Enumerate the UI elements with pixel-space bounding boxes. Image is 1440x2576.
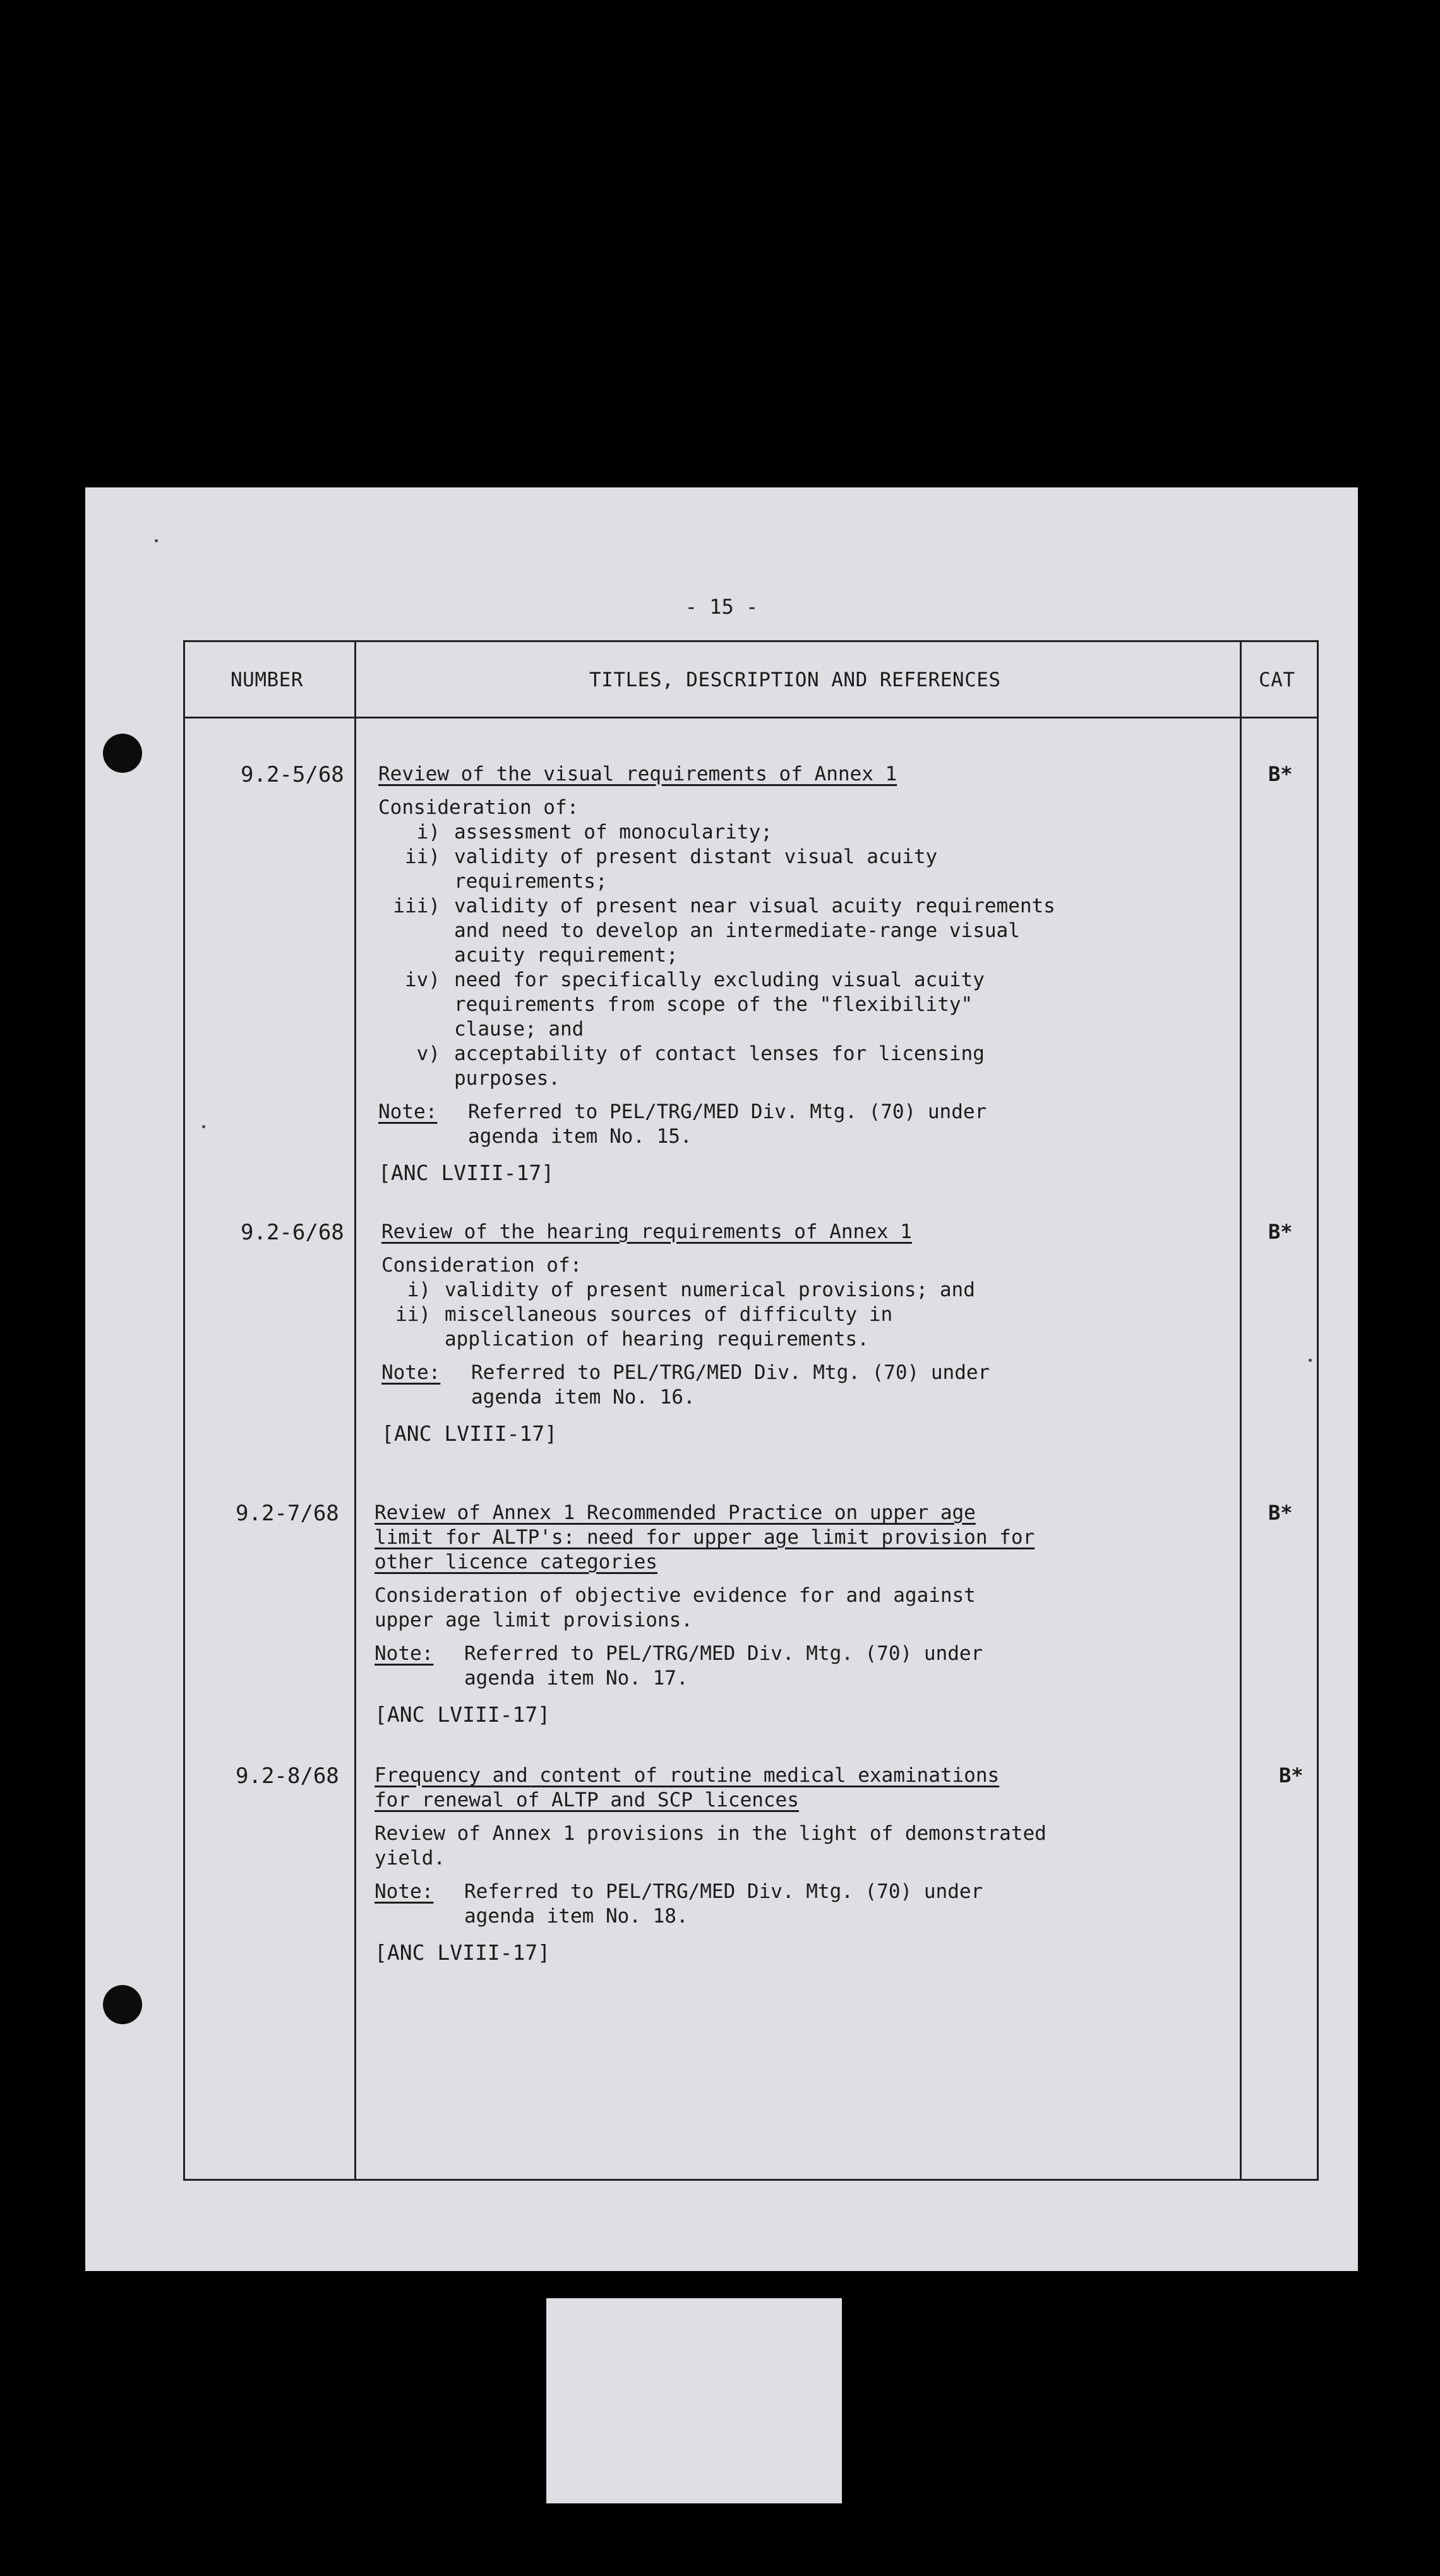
column-divider: [354, 642, 356, 2179]
note-text: Referred to PEL/TRG/MED Div. Mtg. (70) under agenda item No. 16.: [471, 1361, 990, 1409]
entry-number: 9.2-7/68: [236, 1501, 339, 1526]
entry-intro: Consideration of:: [381, 1254, 582, 1277]
item-marker: iii): [393, 895, 440, 917]
header-cat: CAT: [1259, 669, 1295, 691]
entry-description: Review of Annex 1 provisions in the light of demonstrated yield.: [375, 1822, 1047, 1869]
entry-description: Consideration of objective evidence for and against upper age limit provisions.: [375, 1584, 976, 1631]
entry-title: Frequency and content of routine medical examinations for renewal of ALTP and SCP licences: [375, 1764, 1000, 1811]
list-item: [378, 968, 1199, 1042]
header-titles: TITLES, DESCRIPTION AND REFERENCES: [589, 669, 1001, 691]
entry-note: [381, 1361, 1203, 1410]
header-divider: [185, 717, 1317, 719]
item-marker: i): [407, 1279, 431, 1301]
entry-body: [375, 1763, 1101, 1965]
entry-note: [378, 1100, 1199, 1149]
entry-category: B*: [1268, 1220, 1293, 1244]
item-marker: ii): [405, 845, 440, 868]
punch-hole-top: [103, 734, 142, 773]
item-text: need for specifically excluding visual acuity requirements from scope of the "flexibility" clause; and: [454, 969, 985, 1041]
entry-title: Review of the visual requirements of Annex 1: [378, 763, 897, 785]
entry-reference: [ANC LVIII-17]: [375, 1702, 551, 1727]
entry-title: Review of the hearing requirements of Annex 1: [381, 1220, 912, 1243]
item-marker: iv): [405, 969, 440, 991]
entry-number: 9.2-5/68: [241, 762, 344, 787]
entry-intro: Consideration of:: [378, 796, 579, 819]
register-table: [183, 640, 1319, 2181]
paper-speck: [155, 539, 158, 542]
entry-note: [375, 1642, 1038, 1691]
entry-body: [381, 1220, 1203, 1446]
item-text: validity of present distant visual acuity requirements;: [454, 845, 938, 893]
header-number: NUMBER: [231, 669, 303, 691]
punch-hole-bottom: [103, 1985, 142, 2024]
note-label: Note:: [381, 1361, 441, 1384]
entry-number: 9.2-8/68: [236, 1763, 339, 1789]
item-marker: i): [416, 821, 440, 844]
entry-number: 9.2-6/68: [241, 1220, 344, 1245]
entry-category: B*: [1268, 1501, 1293, 1525]
item-text: validity of present near visual acuity requirements and need to develop an intermediate-range visual acuity requirement;: [454, 895, 1055, 967]
document-page: [85, 487, 1358, 2271]
column-divider: [1240, 642, 1242, 2179]
list-item: [381, 1278, 1203, 1303]
note-label: Note:: [375, 1642, 434, 1665]
entry-note: [375, 1880, 1101, 1929]
item-text: assessment of monocularity;: [454, 821, 772, 844]
target-card: [546, 2298, 842, 2503]
list-item: [378, 894, 1199, 968]
item-marker: ii): [395, 1303, 431, 1326]
entry-category: B*: [1279, 1763, 1304, 1787]
list-item: [378, 1042, 1199, 1091]
note-text: Referred to PEL/TRG/MED Div. Mtg. (70) under agenda item No. 18.: [464, 1880, 983, 1928]
list-item: [378, 820, 1199, 845]
entry-body: [378, 762, 1199, 1185]
entry-reference: [ANC LVIII-17]: [378, 1160, 555, 1185]
entry-body: [375, 1501, 1038, 1727]
entry-reference: [ANC LVIII-17]: [381, 1421, 558, 1446]
item-text: acceptability of contact lenses for licensing purposes.: [454, 1042, 985, 1090]
item-marker: v): [416, 1042, 440, 1065]
list-item: [378, 845, 1199, 894]
note-text: Referred to PEL/TRG/MED Div. Mtg. (70) under agenda item No. 17.: [464, 1642, 983, 1690]
note-label: Note:: [375, 1880, 434, 1903]
entry-reference: [ANC LVIII-17]: [375, 1940, 551, 1965]
note-label: Note:: [378, 1100, 438, 1123]
entry-title: Review of Annex 1 Recommended Practice on upper age limit for ALTP's: need for upper age limit provision for other licence categories: [375, 1501, 1035, 1573]
item-text: miscellaneous sources of difficulty in application of hearing requirements.: [445, 1303, 893, 1351]
page-number: - 15 -: [685, 595, 759, 619]
entry-category: B*: [1268, 762, 1293, 786]
list-item: [381, 1303, 1203, 1352]
item-text: validity of present numerical provisions; and: [445, 1279, 975, 1301]
note-text: Referred to PEL/TRG/MED Div. Mtg. (70) under agenda item No. 15.: [468, 1100, 987, 1148]
